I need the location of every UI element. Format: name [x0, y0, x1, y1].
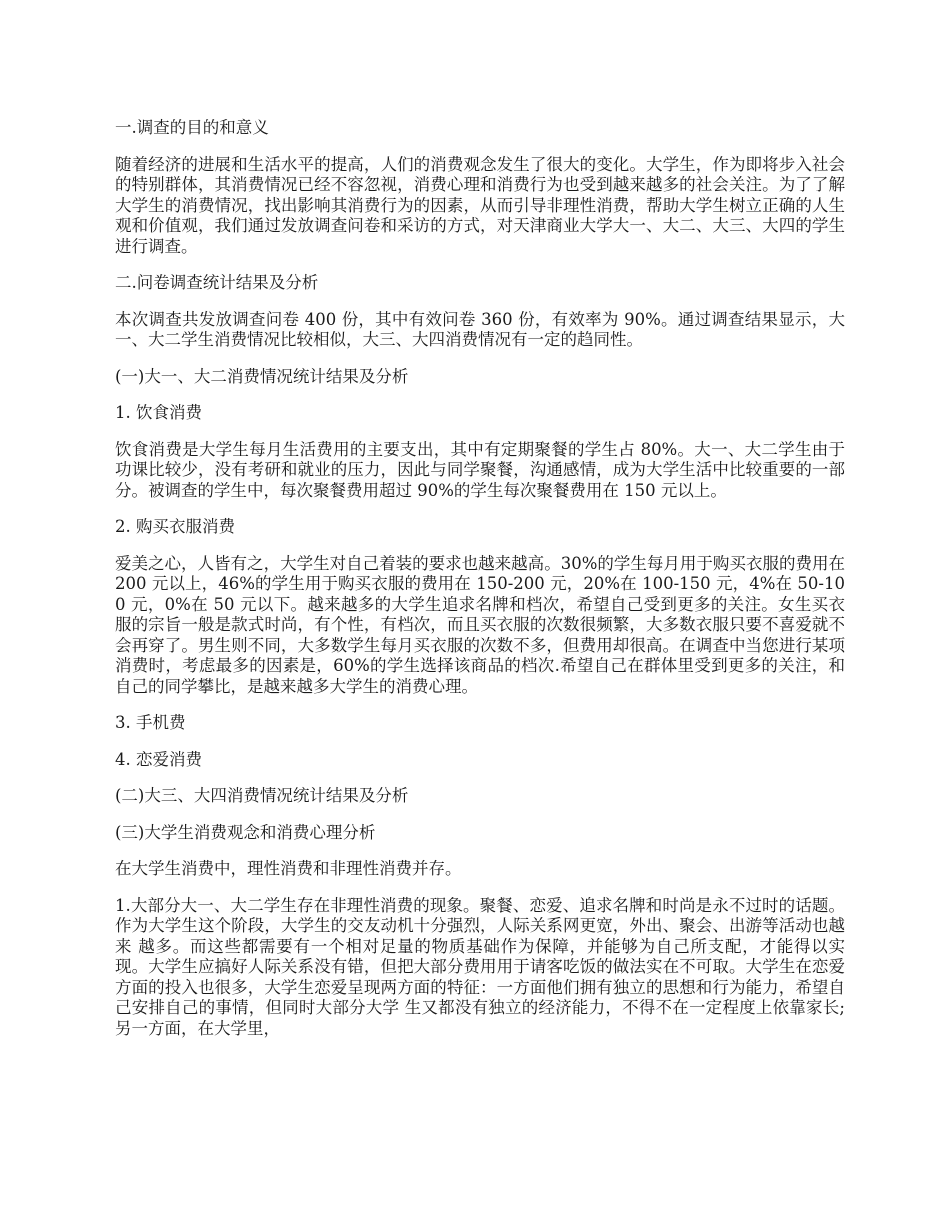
subsection-heading-psychology: (三)大学生消费观念和消费心理分析 — [115, 822, 376, 842]
section-heading-survey-results: 二.问卷调查统计结果及分析 — [115, 273, 319, 292]
section-heading-purpose: 一.调查的目的和意义 — [115, 118, 269, 137]
item-heading-phone: 3. 手机费 — [115, 713, 186, 732]
paragraph-irrational-consumption: 1.大部分大一、大二学生存在非理性消费的现象。聚餐、恋爱、追求名牌和时尚是永不过时的话题。作为大学生这个阶段，大学生的交友动机十分强烈，人际关系网更宽，外出、聚会、出游等活动也越来 越多。而这些都需要有一个相对足量的物质基础作为保障，并能够为自己所支配，才能得以实现。大学生应搞好人际关系没有错，但把大部分费用用于请客吃饭的做法实在不可取。大学生在恋爱方面的投入也很多，大学生恋爱呈现两方面的特征：一方面他们拥有独立的思想和行为能力，希望自己安排自己的事情，但同时大部分大学 生又都没有独立的经济能力，不得不在一定程度上依靠家长;另一方面，在大学里， — [115, 895, 845, 1038]
document-page — [115, 118, 845, 1055]
subsection-heading-year3-4: (二)大三、大四消费情况统计结果及分析 — [115, 786, 409, 805]
paragraph-survey-overview: 本次调查共发放调查问卷 400 份，其中有效问卷 360 份，有效率为 90%。通过调查结果显示，大一、大二学生消费情况比较相似，大三、大四消费情况有一定的趋同性。 — [115, 309, 845, 349]
subsection-heading-year1-2: (一)大一、大二消费情况统计结果及分析 — [115, 366, 409, 386]
paragraph-rational-irrational: 在大学生消费中，理性消费和非理性消费并存。 — [115, 859, 462, 878]
item-heading-romance: 4. 恋爱消费 — [115, 749, 202, 769]
paragraph-clothing: 爱美之心，人皆有之，大学生对自己着装的要求也越来越高。30%的学生每月用于购买衣服的费用在 200 元以上，46%的学生用于购买衣服的费用在 150-200 元，20%在 100-150 元，4%在 50-100 元，0%在 50 元以下。越来越多的大学生追求名牌和档次，希望自己受到更多的关注。女生买衣服的宗旨一般是款式时尚，有个性，有档次，而且买衣服的次数很频繁，大多数衣服只要不喜爱就不会再穿了。男生则不同，大多数学生每月买衣服的次数不多，但费用却很高。在调查中当您进行某项消费时，考虑最多的因素是，60%的学生选择该商品的档次.希望自己在群体里受到更多的关注，和自己的同学攀比，是越来越多大学生的消费心理。 — [115, 553, 845, 696]
item-heading-clothing: 2. 购买衣服消费 — [115, 517, 235, 536]
paragraph-intro: 随着经济的进展和生活水平的提高，人们的消费观念发生了很大的变化。大学生，作为即将步入社会的特别群体，其消费情况已经不容忽视，消费心理和消费行为也受到越来越多的社会关注。为了了解大学生的消费情况，找出影响其消费行为的因素，从而引导非理性消费，帮助大学生树立正确的人生观和价值观，我们通过发放调查问卷和采访的方式，对天津商业大学大一、大二、大三、大四的学生进行调查。 — [115, 154, 845, 256]
item-heading-food: 1. 饮食消费 — [115, 403, 202, 422]
paragraph-food: 饮食消费是大学生每月生活费用的主要支出，其中有定期聚餐的学生占 80%。大一、大二学生由于功课比较少，没有考研和就业的压力，因此与同学聚餐，沟通感情，成为大学生活中比较重要的一部分。被调查的学生中，每次聚餐费用超过 90%的学生每次聚餐费用在 150 元以上。 — [115, 439, 845, 500]
